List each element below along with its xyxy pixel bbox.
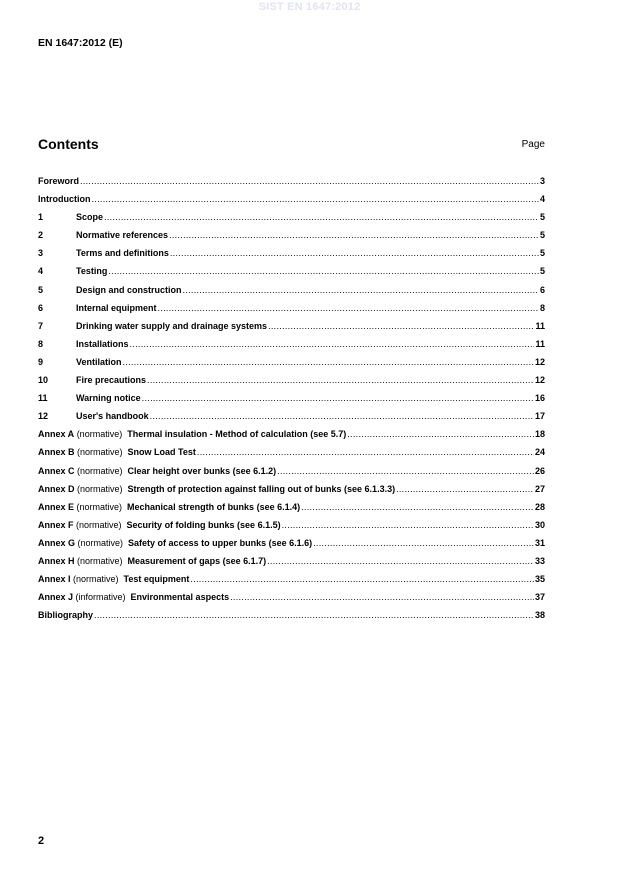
toc-annex-label: Annex D <box>38 483 75 494</box>
toc-dot-leader <box>313 538 534 548</box>
toc-dot-leader <box>142 393 534 403</box>
toc-dot-leader <box>123 357 534 367</box>
toc-entry[interactable] <box>38 194 545 212</box>
table-of-contents <box>38 176 545 628</box>
toc-entry-page: 35 <box>534 574 545 585</box>
toc-entry-title: Foreword <box>38 176 80 186</box>
toc-annex-type: (normative) <box>73 574 119 585</box>
toc-annex-type: (normative) <box>77 447 123 458</box>
toc-entry[interactable] <box>38 375 545 393</box>
toc-annex-label: Annex F <box>38 519 74 530</box>
toc-entry-number: 9 <box>38 356 44 367</box>
toc-entry-title: Test equipment <box>123 574 190 585</box>
toc-entry-title: Installations <box>76 338 129 349</box>
toc-dot-leader <box>170 248 539 258</box>
document-id: EN 1647:2012 (E) <box>38 37 123 49</box>
toc-entry-page: 4 <box>539 194 545 205</box>
toc-entry[interactable] <box>38 610 545 628</box>
toc-entry-page: 28 <box>534 501 545 512</box>
toc-entry-number: 11 <box>38 393 48 404</box>
toc-entry-title: Safety of access to upper bunks (see 6.1.6) <box>128 537 313 548</box>
toc-entry-page: 3 <box>539 176 545 186</box>
toc-annex-label: Annex H <box>38 555 75 566</box>
page-column-label: Page <box>521 139 545 150</box>
toc-annex-label: Annex I <box>38 574 71 585</box>
toc-entry[interactable] <box>38 411 545 429</box>
toc-entry[interactable] <box>38 466 545 484</box>
toc-annex-type: (normative) <box>77 537 124 548</box>
toc-entry-page: 38 <box>534 610 545 621</box>
toc-dot-leader <box>301 502 534 512</box>
toc-entry-number: 6 <box>38 302 44 313</box>
toc-dot-leader <box>169 230 539 240</box>
toc-entry-page: 26 <box>534 465 545 476</box>
toc-entry-page: 30 <box>534 519 545 530</box>
toc-entry-number: 5 <box>38 284 44 295</box>
toc-annex-label: Annex J <box>38 592 74 603</box>
toc-entry-page: 5 <box>539 248 545 259</box>
toc-dot-leader <box>277 466 534 476</box>
toc-entry[interactable] <box>38 303 545 321</box>
toc-entry-page: 12 <box>534 356 545 367</box>
toc-annex-type: (normative) <box>76 429 123 440</box>
toc-entry-page: 37 <box>534 592 545 603</box>
toc-entry[interactable] <box>38 212 545 230</box>
toc-entry[interactable] <box>38 447 545 465</box>
toc-annex-label: Annex E <box>38 501 75 512</box>
toc-entry[interactable] <box>38 357 545 375</box>
toc-dot-leader <box>347 429 534 439</box>
toc-entry-page: 12 <box>534 375 545 386</box>
toc-entry-title: Terms and definitions <box>76 248 169 259</box>
toc-entry[interactable] <box>38 574 545 592</box>
toc-entry-title: Environmental aspects <box>130 592 230 603</box>
toc-entry-page: 27 <box>534 483 545 494</box>
toc-entry-page: 17 <box>534 411 545 422</box>
page-number: 2 <box>38 835 45 847</box>
toc-entry-number: 10 <box>38 375 49 386</box>
toc-entry[interactable] <box>38 484 545 502</box>
toc-entry-title: Fire precautions <box>76 375 147 386</box>
toc-dot-leader <box>92 194 539 204</box>
toc-entry[interactable] <box>38 339 545 357</box>
toc-entry-title: Clear height over bunks (see 6.1.2) <box>127 465 277 476</box>
toc-entry[interactable] <box>38 176 545 194</box>
toc-entry-title: Bibliography <box>38 610 94 621</box>
toc-annex-label: Annex C <box>38 465 75 476</box>
toc-entry-title: Scope <box>76 212 104 223</box>
toc-entry-title: Warning notice <box>76 393 141 404</box>
toc-dot-leader <box>130 339 535 349</box>
toc-entry[interactable] <box>38 230 545 248</box>
toc-dot-leader <box>190 574 534 584</box>
toc-entry-page: 5 <box>539 212 545 223</box>
toc-entry-title: Normative references <box>76 230 169 241</box>
toc-entry[interactable] <box>38 556 545 574</box>
toc-dot-leader <box>147 375 534 385</box>
toc-entry[interactable] <box>38 393 545 411</box>
toc-entry-title: Internal equipment <box>76 302 157 313</box>
toc-annex-type: (normative) <box>76 501 123 512</box>
toc-entry[interactable] <box>38 520 545 538</box>
toc-entry-title: Introduction <box>38 194 91 205</box>
toc-entry-page: 31 <box>534 537 545 548</box>
toc-annex-type: (normative) <box>77 555 123 566</box>
toc-entry[interactable] <box>38 285 545 303</box>
toc-entry-number: 4 <box>38 266 44 277</box>
toc-entry-title: Thermal insulation - Method of calculation (see 5.7) <box>127 429 347 440</box>
toc-dot-leader <box>197 447 534 457</box>
toc-entry-title: User's handbook <box>76 411 149 422</box>
toc-entry[interactable] <box>38 266 545 284</box>
toc-entry-title: Mechanical strength of bunks (see 6.1.4) <box>127 501 301 512</box>
toc-entry[interactable] <box>38 429 545 447</box>
toc-dot-leader <box>396 484 534 494</box>
toc-dot-leader <box>150 411 534 421</box>
toc-entry-number: 1 <box>38 212 44 223</box>
toc-dot-leader <box>108 266 539 276</box>
toc-entry-page: 11 <box>535 320 545 331</box>
toc-annex-type: (normative) <box>76 519 122 530</box>
toc-entry-page: 6 <box>539 284 545 295</box>
toc-dot-leader <box>158 303 539 313</box>
toc-entry[interactable] <box>38 321 545 339</box>
toc-dot-leader <box>80 176 539 186</box>
toc-entry-page: 18 <box>534 429 545 440</box>
toc-annex-label: Annex A <box>38 429 75 440</box>
toc-entry-page: 24 <box>534 447 545 458</box>
toc-dot-leader <box>267 556 534 566</box>
toc-entry-title: Testing <box>76 266 108 277</box>
toc-dot-leader <box>104 212 539 222</box>
watermark: SIST EN 1647:2012 <box>258 1 361 13</box>
toc-dot-leader <box>282 520 534 530</box>
toc-annex-type: (normative) <box>77 465 123 476</box>
toc-entry[interactable] <box>38 502 545 520</box>
toc-entry-number: 8 <box>38 338 44 349</box>
toc-entry-title: Design and construction <box>76 284 182 295</box>
toc-entry-page: 11 <box>535 338 545 349</box>
toc-dot-leader <box>94 610 534 620</box>
toc-dot-leader <box>183 285 539 295</box>
toc-entry[interactable] <box>38 592 545 610</box>
toc-entry-title: Snow Load Test <box>127 447 196 458</box>
toc-dot-leader <box>268 321 534 331</box>
toc-annex-label: Annex B <box>38 447 75 458</box>
toc-entry[interactable] <box>38 248 545 266</box>
toc-entry-title: Drinking water supply and drainage systems <box>76 320 268 331</box>
toc-entry-number: 3 <box>38 248 44 259</box>
toc-entry-page: 5 <box>539 266 545 277</box>
toc-entry-number: 12 <box>38 411 49 422</box>
toc-entry-page: 33 <box>534 555 545 566</box>
toc-entry-page: 5 <box>539 230 545 241</box>
toc-entry-number: 2 <box>38 230 44 241</box>
toc-entry-page: 16 <box>534 393 545 404</box>
toc-entry-title: Strength of protection against falling out of bunks (see 6.1.3.3) <box>127 483 396 494</box>
toc-entry-page: 8 <box>539 302 545 313</box>
contents-heading: Contents <box>38 136 99 152</box>
toc-dot-leader <box>230 592 534 602</box>
toc-entry-title: Ventilation <box>76 356 122 367</box>
toc-entry-number: 7 <box>38 320 44 331</box>
toc-entry-title: Security of folding bunks (see 6.1.5) <box>126 519 281 530</box>
toc-entry-title: Measurement of gaps (see 6.1.7) <box>127 555 267 566</box>
toc-annex-label: Annex G <box>38 537 76 548</box>
toc-entry[interactable] <box>38 538 545 556</box>
toc-annex-type: (informative) <box>75 592 126 603</box>
toc-annex-type: (normative) <box>77 483 123 494</box>
